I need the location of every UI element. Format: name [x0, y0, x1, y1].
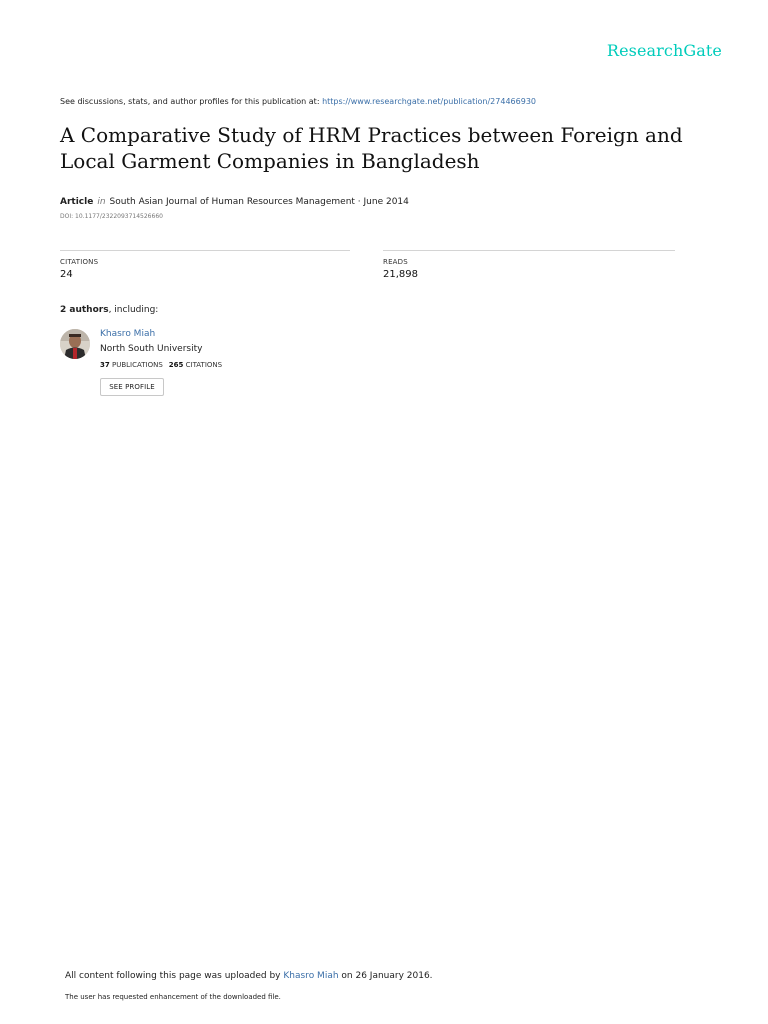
publication-title: A Comparative Study of HRM Practices between Foreign and Local Garment Companies in Bangladesh: [60, 123, 683, 173]
discussions-line: [60, 97, 536, 106]
citations-label: CITATIONS: [60, 258, 99, 266]
discussions-text: See discussions, stats, and author profiles for this publication at:: [60, 97, 323, 106]
author-citations-count: 265: [168, 361, 184, 369]
citations-stat: [60, 250, 350, 280]
author-institution: North South University: [100, 344, 203, 354]
author-publications-count: 37: [100, 361, 110, 369]
upload-notice: [65, 971, 433, 981]
reads-stat: [383, 250, 675, 280]
author-name-link[interactable]: Khasro Miah: [100, 329, 156, 339]
reads-value: 21,898: [383, 269, 418, 280]
publication-meta: [60, 197, 409, 207]
authors-heading: [60, 305, 158, 315]
uploader-link[interactable]: Khasro Miah: [283, 971, 339, 981]
authors-including: , including:: [108, 305, 159, 315]
reads-label: READS: [383, 258, 408, 266]
enhancement-note: The user has requested enhancement of the downloaded file.: [65, 993, 281, 1001]
publication-type: Article: [60, 197, 94, 207]
upload-suffix: on 26 January 2016.: [338, 971, 433, 981]
authors-count: 2 authors: [60, 305, 109, 315]
author-publications-label: PUBLICATIONS: [111, 361, 163, 369]
publication-doi: DOI: 10.1177/2322093714526660: [60, 213, 163, 220]
author-photo-icon: [60, 329, 90, 359]
upload-prefix: All content following this page was uploaded by: [65, 971, 284, 981]
citations-value: 24: [60, 269, 73, 280]
author-avatar[interactable]: [60, 329, 90, 359]
see-profile-button[interactable]: SEE PROFILE: [100, 378, 164, 396]
publication-venue: South Asian Journal of Human Resources Management · June 2014: [109, 197, 409, 207]
publication-link[interactable]: https://www.researchgate.net/publication/274466930: [322, 97, 536, 106]
author-citations-label: CITATIONS: [185, 361, 223, 369]
author-stats: [100, 361, 222, 369]
publication-in: in: [97, 197, 106, 207]
researchgate-logo[interactable]: ResearchGate: [606, 41, 722, 60]
